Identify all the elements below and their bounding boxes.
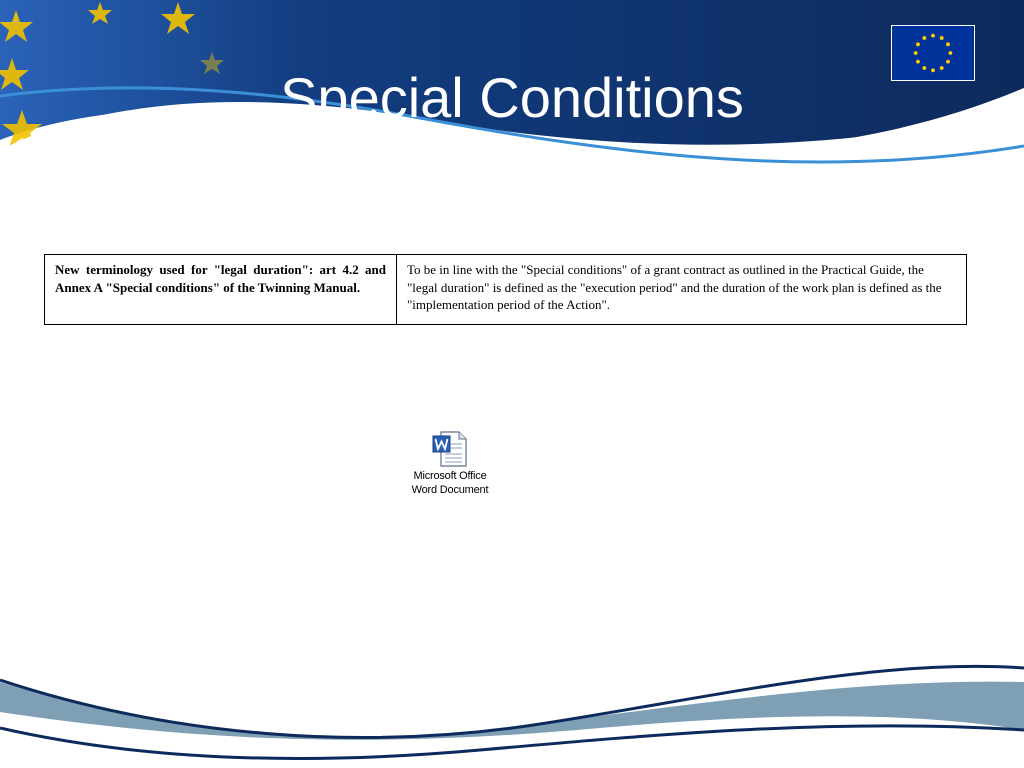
- eu-flag-icon: [891, 25, 975, 81]
- object-label-line2: Word Document: [411, 484, 489, 496]
- embedded-word-document[interactable]: [398, 430, 502, 497]
- object-label-line1: Microsoft Office: [413, 470, 487, 482]
- slide-title: Special Conditions: [280, 66, 744, 129]
- definition-cell: To be in line with the "Special conditions" of a grant contract as outlined in the Practical Guide, the "legal duration" is defined as the "execution period" and the duration of the work plan is defined as the "implementation period of the Action".: [397, 255, 967, 325]
- word-document-icon: [431, 430, 469, 468]
- terminology-table: [44, 254, 967, 325]
- footer-swoosh: [0, 640, 1024, 768]
- table-row: [45, 255, 967, 325]
- term-cell: New terminology used for "legal duration": art 4.2 and Annex A "Special conditions" of the Twinning Manual.: [45, 255, 397, 325]
